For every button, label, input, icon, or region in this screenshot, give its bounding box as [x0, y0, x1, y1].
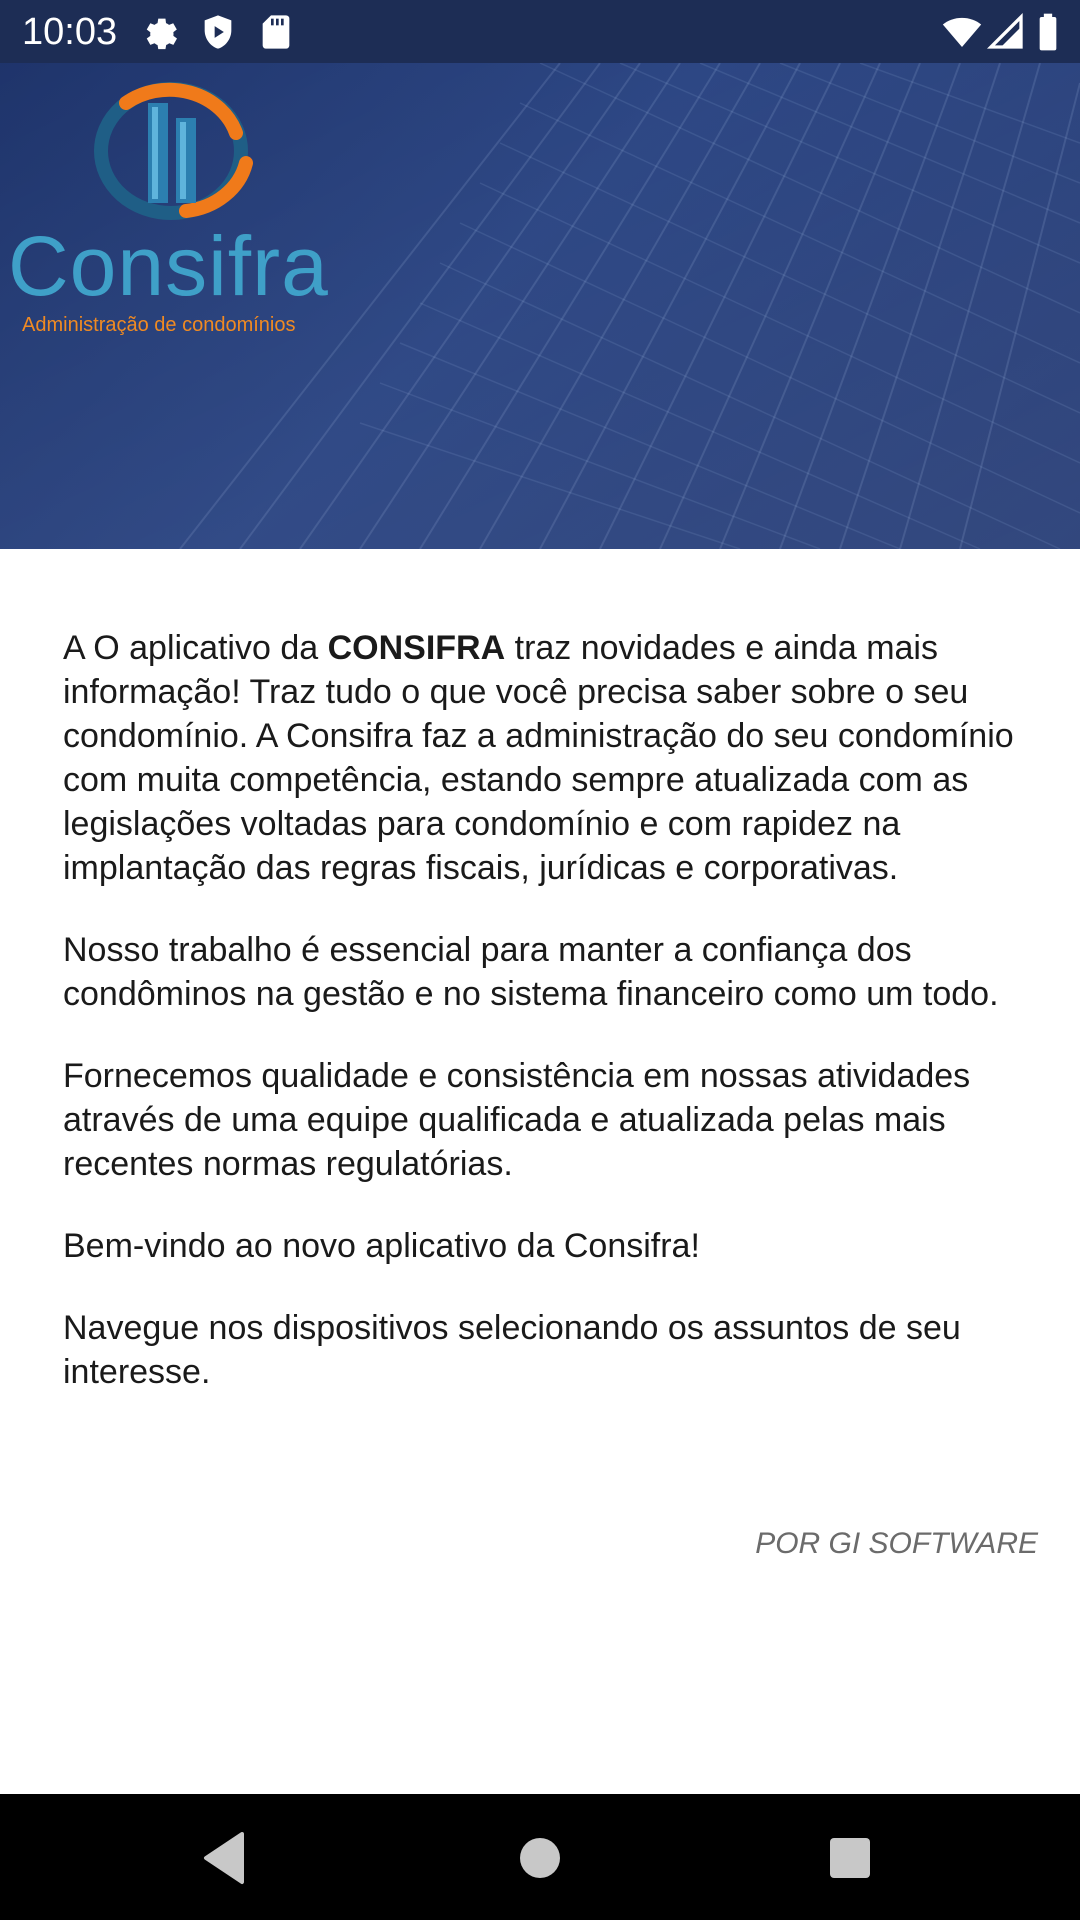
home-icon[interactable]: [508, 1826, 572, 1890]
paragraph-intro-prefix: A O aplicativo da: [63, 629, 328, 667]
paragraph-mission: Nosso trabalho é essencial para manter a confiança dos condôminos na gestão e no sistema financeiro como um todo.: [63, 931, 999, 1013]
logo-tagline: Administração de condomínios: [22, 314, 296, 336]
status-time: 10:03: [22, 11, 118, 53]
sd-card-icon: [256, 12, 296, 52]
recents-icon[interactable]: [818, 1826, 882, 1890]
signal-icon: [986, 12, 1026, 52]
paragraph-intro: [63, 626, 1023, 890]
status-bar: [0, 0, 1080, 63]
logo-name: Consifra: [8, 219, 329, 313]
developer-credit: POR GI SOFTWARE: [755, 1527, 1038, 1560]
navigation-bar: [0, 1794, 1080, 1920]
paragraph-welcome: Bem-vindo ao novo aplicativo da Consifra!: [63, 1227, 700, 1265]
back-icon[interactable]: [194, 1826, 258, 1890]
about-text: [63, 626, 1023, 1432]
battery-icon: [1028, 12, 1068, 52]
gear-icon: [140, 12, 180, 52]
wifi-icon: [942, 12, 982, 52]
paragraph-quality: Fornecemos qualidade e consistência em nossas atividades através de uma equipe qualificada e atualizada pelas mais recentes normas regulatórias.: [63, 1057, 971, 1183]
paragraph-navigate: Navegue nos dispositivos selecionando os assuntos de seu interesse.: [63, 1309, 961, 1391]
paragraph-intro-suffix: traz novidades e ainda mais informação! Traz tudo o que você precisa saber sobre o seu condomínio. A Consifra faz a administração do seu condomínio com muita competência, estando sempre atualizada com as legislações voltadas para condomínio e com rapidez na implantação das regras fiscais, jurídicas e corporativas.: [63, 629, 1014, 887]
brand-name: CONSIFRA: [327, 629, 506, 667]
consifra-logo: [8, 73, 328, 353]
header-banner: [0, 63, 1080, 549]
logo-mark-icon: [86, 73, 256, 223]
shield-icon: [198, 12, 238, 52]
